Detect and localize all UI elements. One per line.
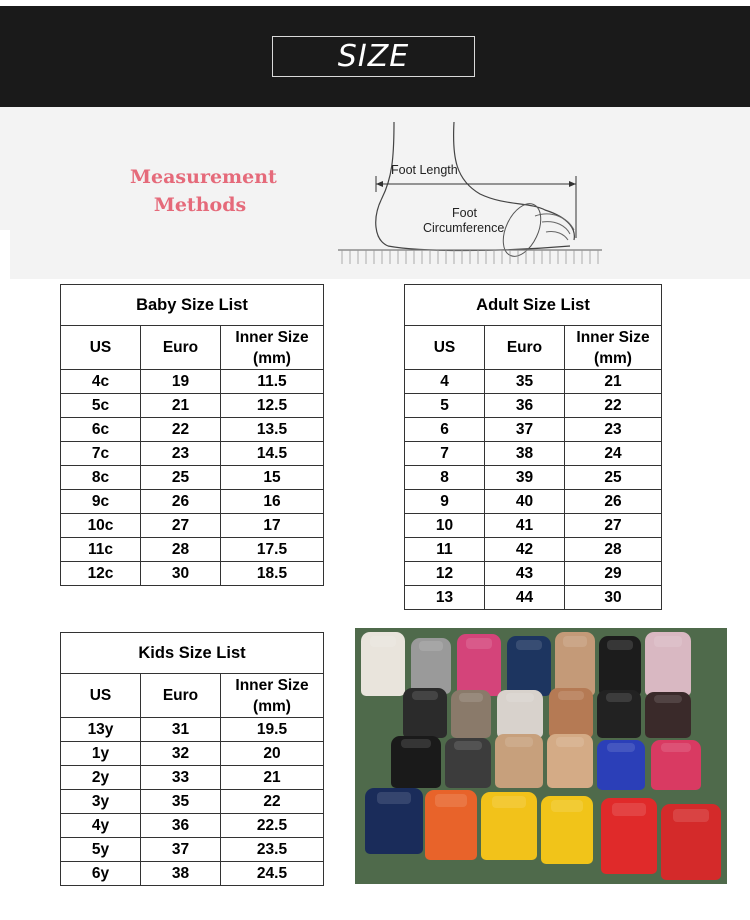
cell-inner: 12.5 <box>221 394 324 418</box>
table-row <box>405 370 662 394</box>
cell-euro: 23 <box>141 442 221 466</box>
cell-euro: 43 <box>485 562 565 586</box>
cell-inner: 17.5 <box>221 538 324 562</box>
table-row <box>405 394 662 418</box>
boot-icon <box>597 690 641 738</box>
cell-us: 13 <box>405 586 485 610</box>
boot-icon <box>597 740 645 790</box>
cell-euro: 30 <box>141 562 221 586</box>
cell-us: 6 <box>405 418 485 442</box>
cell-inner: 27 <box>565 514 662 538</box>
cell-inner: 25 <box>565 466 662 490</box>
table-row <box>61 490 324 514</box>
adult-table-title: Adult Size List <box>405 285 662 326</box>
cell-euro: 41 <box>485 514 565 538</box>
kids-header-inner-line2: (mm) <box>253 697 291 715</box>
boot-icon <box>661 804 721 880</box>
table-row <box>61 418 324 442</box>
cell-euro: 35 <box>141 790 221 814</box>
kids-header-inner <box>221 674 324 718</box>
kids-header-euro: Euro <box>141 674 221 718</box>
boot-icon <box>599 636 641 696</box>
cell-euro: 36 <box>485 394 565 418</box>
cell-us: 5c <box>61 394 141 418</box>
cell-inner: 28 <box>565 538 662 562</box>
kids-header-us: US <box>61 674 141 718</box>
cell-us: 9c <box>61 490 141 514</box>
table-row <box>61 862 324 886</box>
table-row <box>405 562 662 586</box>
table-row <box>61 562 324 586</box>
cell-euro: 36 <box>141 814 221 838</box>
boot-icon <box>601 798 657 874</box>
cell-us: 4c <box>61 370 141 394</box>
table-row <box>61 838 324 862</box>
table-row <box>405 418 662 442</box>
cell-euro: 19 <box>141 370 221 394</box>
cell-us: 6y <box>61 862 141 886</box>
boot-icon <box>495 734 543 788</box>
table-row <box>61 466 324 490</box>
cell-inner: 19.5 <box>221 718 324 742</box>
cell-us: 6c <box>61 418 141 442</box>
table-row <box>61 766 324 790</box>
cell-us: 8 <box>405 466 485 490</box>
table-row <box>61 790 324 814</box>
boot-icon <box>361 632 405 696</box>
cell-euro: 21 <box>141 394 221 418</box>
cell-us: 10 <box>405 514 485 538</box>
boot-icon <box>549 688 593 738</box>
kids-table-title: Kids Size List <box>61 633 324 674</box>
foot-length-label: Foot Length <box>391 163 458 177</box>
cell-euro: 42 <box>485 538 565 562</box>
boot-icon <box>547 734 593 788</box>
cell-inner: 17 <box>221 514 324 538</box>
cell-euro: 39 <box>485 466 565 490</box>
adult-header-inner <box>565 326 662 370</box>
cell-us: 11c <box>61 538 141 562</box>
cell-euro: 26 <box>141 490 221 514</box>
cell-us: 5y <box>61 838 141 862</box>
table-row <box>405 514 662 538</box>
cell-inner: 21 <box>565 370 662 394</box>
boot-icon <box>445 738 491 788</box>
cell-inner: 18.5 <box>221 562 324 586</box>
table-row <box>405 490 662 514</box>
cell-inner: 20 <box>221 742 324 766</box>
cell-inner: 24.5 <box>221 862 324 886</box>
cell-us: 12c <box>61 562 141 586</box>
cell-us: 13y <box>61 718 141 742</box>
baby-header-euro: Euro <box>141 326 221 370</box>
measurement-title-line2: Methods <box>153 194 247 216</box>
cell-euro: 44 <box>485 586 565 610</box>
cell-inner: 22 <box>221 790 324 814</box>
measurement-title <box>130 163 277 219</box>
cell-inner: 23 <box>565 418 662 442</box>
cell-inner: 15 <box>221 466 324 490</box>
cell-us: 9 <box>405 490 485 514</box>
cell-us: 1y <box>61 742 141 766</box>
cell-inner: 21 <box>221 766 324 790</box>
cell-inner: 24 <box>565 442 662 466</box>
cell-inner: 30 <box>565 586 662 610</box>
baby-size-table <box>60 284 324 586</box>
cell-inner: 29 <box>565 562 662 586</box>
cell-inner: 11.5 <box>221 370 324 394</box>
cell-us: 7 <box>405 442 485 466</box>
adult-header-inner-line2: (mm) <box>594 349 632 367</box>
boot-icon <box>391 736 441 788</box>
baby-table-title: Baby Size List <box>61 285 324 326</box>
cell-us: 7c <box>61 442 141 466</box>
measurement-section-notch <box>0 230 10 280</box>
table-row <box>61 394 324 418</box>
cell-euro: 35 <box>485 370 565 394</box>
kids-size-table <box>60 632 324 886</box>
foot-circumference-label: Circumference <box>423 221 505 235</box>
cell-us: 10c <box>61 514 141 538</box>
cell-inner: 26 <box>565 490 662 514</box>
boot-icon <box>457 634 501 696</box>
boot-icon <box>451 690 491 738</box>
boot-icon <box>651 740 701 790</box>
adult-header-euro: Euro <box>485 326 565 370</box>
boot-icon <box>645 692 691 738</box>
cell-us: 4 <box>405 370 485 394</box>
boot-icon <box>555 632 595 696</box>
kids-header-inner-line1: Inner Size <box>235 676 309 694</box>
cell-inner: 16 <box>221 490 324 514</box>
boot-icon <box>481 792 537 860</box>
cell-euro: 38 <box>485 442 565 466</box>
cell-euro: 25 <box>141 466 221 490</box>
baby-header-inner-line1: Inner Size <box>235 328 309 346</box>
table-row <box>405 466 662 490</box>
size-title: SIZE <box>272 36 475 77</box>
cell-inner: 14.5 <box>221 442 324 466</box>
adult-size-table <box>404 284 662 610</box>
foot-diagram-icon <box>330 118 610 278</box>
table-row <box>61 370 324 394</box>
boot-icon <box>403 688 447 738</box>
cell-euro: 33 <box>141 766 221 790</box>
baby-header-inner <box>221 326 324 370</box>
boot-icon <box>365 788 423 854</box>
table-row <box>61 514 324 538</box>
cell-us: 11 <box>405 538 485 562</box>
cell-us: 5 <box>405 394 485 418</box>
cell-euro: 37 <box>141 838 221 862</box>
table-row <box>405 586 662 610</box>
table-row <box>61 814 324 838</box>
baby-header-inner-line2: (mm) <box>253 349 291 367</box>
cell-us: 8c <box>61 466 141 490</box>
boot-icon <box>411 638 451 694</box>
table-row <box>61 442 324 466</box>
cell-euro: 32 <box>141 742 221 766</box>
adult-header-inner-line1: Inner Size <box>576 328 650 346</box>
baby-header-us: US <box>61 326 141 370</box>
boot-icon <box>541 796 593 864</box>
cell-euro: 22 <box>141 418 221 442</box>
boot-icon <box>507 636 551 696</box>
boots-photo-icon <box>355 628 727 884</box>
cell-euro: 28 <box>141 538 221 562</box>
boot-icon <box>497 690 543 738</box>
cell-inner: 13.5 <box>221 418 324 442</box>
cell-euro: 27 <box>141 514 221 538</box>
cell-euro: 38 <box>141 862 221 886</box>
cell-us: 4y <box>61 814 141 838</box>
cell-inner: 23.5 <box>221 838 324 862</box>
cell-inner: 22.5 <box>221 814 324 838</box>
cell-us: 3y <box>61 790 141 814</box>
table-row <box>405 442 662 466</box>
cell-us: 2y <box>61 766 141 790</box>
table-row <box>61 718 324 742</box>
cell-inner: 22 <box>565 394 662 418</box>
foot-label: Foot <box>452 206 478 220</box>
table-row <box>61 538 324 562</box>
table-row <box>405 538 662 562</box>
cell-euro: 37 <box>485 418 565 442</box>
cell-euro: 40 <box>485 490 565 514</box>
boot-icon <box>645 632 691 696</box>
cell-euro: 31 <box>141 718 221 742</box>
cell-us: 12 <box>405 562 485 586</box>
table-row <box>61 742 324 766</box>
boot-icon <box>425 790 477 860</box>
adult-header-us: US <box>405 326 485 370</box>
measurement-title-line1: Measurement <box>130 166 277 188</box>
